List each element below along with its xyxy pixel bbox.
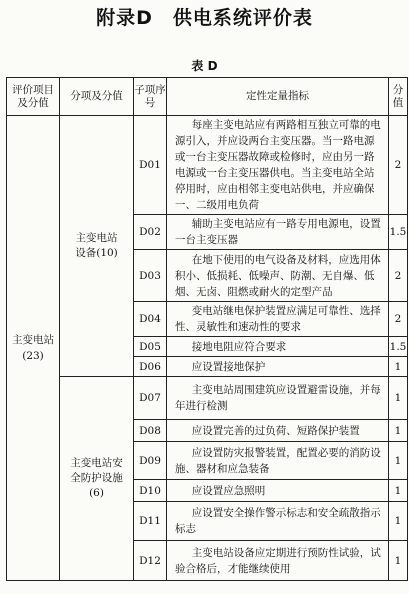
row-code: D03 [134,250,167,302]
subcategory-name: 主变电站设备(10) [75,232,118,259]
row-score: 1 [389,442,408,480]
subcategory-cell [60,377,134,581]
row-code: D01 [134,116,167,215]
row-code: D06 [134,357,167,377]
row-indicator: 主变电站设备应定期进行预防性试验，试验合格后，才能继续使用 [167,541,389,581]
row-indicator: 变电站继电保护装置应满足可靠性、选择性、灵敏性和速动性的要求 [167,302,389,337]
header-indicator: 定性定量指标 [167,78,389,116]
row-code: D04 [134,302,167,337]
header-row [7,78,408,116]
row-code: D10 [134,480,167,502]
row-score: 2 [389,116,408,215]
row-score: 1 [389,480,408,502]
category-name: 主变电站 [12,334,54,346]
row-score: 1.5 [389,215,408,250]
evaluation-table [6,77,408,581]
subcategory-name: 主变电站安全防护设施(6) [70,457,123,499]
row-score: 2 [389,250,408,302]
page-title: 附录D 供电系统评价表 [96,7,313,29]
row-indicator: 应设置安全操作警示标志和安全疏散指示标志 [167,502,389,541]
header-code: 子项序号 [134,78,167,116]
row-score: 2 [389,302,408,337]
row-indicator: 接地电阻应符合要求 [167,337,389,357]
subcategory-cell [60,116,134,377]
row-score: 1 [389,420,408,442]
table-row [7,116,408,215]
row-code: D11 [134,502,167,541]
category-score: (23) [22,350,44,362]
row-indicator: 应设置接地保护 [167,357,389,377]
row-code: D02 [134,215,167,250]
row-score: 1.5 [389,337,408,357]
row-indicator: 主变电站周围建筑应设置避雷设施，并每年进行检测 [167,377,389,420]
row-score: 1 [389,502,408,541]
row-indicator: 应设置完善的过负荷、短路保护装置 [167,420,389,442]
header-subcategory: 分项及分值 [60,78,134,116]
table-row [7,377,408,420]
row-indicator: 应设置应急照明 [167,480,389,502]
row-indicator: 应设置防灾报警装置，配置必要的消防设施、器材和应急装备 [167,442,389,480]
row-code: D05 [134,337,167,357]
row-code: D12 [134,541,167,581]
row-indicator: 在地下使用的电气设备及材料，应选用体积小、低损耗、低噪声、防潮、无自爆、低烟、无卤、阻燃或耐火的定型产品 [167,250,389,302]
row-indicator: 每座主变电站应有两路相互独立可靠的电源引入，并应设两台主变压器。当一路电源或一台主变压器故障或检修时，应由另一路电源或一台主变压器供电。当主变电站全站停用时，应由相邻主变电站供电，并应确保一、二级用电负荷 [167,116,389,215]
row-code: D07 [134,377,167,420]
row-code: D09 [134,442,167,480]
row-score: 1 [389,377,408,420]
row-code: D08 [134,420,167,442]
table-caption: 表 D [191,59,218,73]
header-score: 分值 [389,78,408,116]
row-score: 1 [389,541,408,581]
category-cell [7,116,60,581]
row-score: 1 [389,357,408,377]
row-indicator: 辅助主变电站应有一路专用电源电，设置一台主变压器 [167,215,389,250]
header-category: 评价项目及分值 [7,78,60,116]
